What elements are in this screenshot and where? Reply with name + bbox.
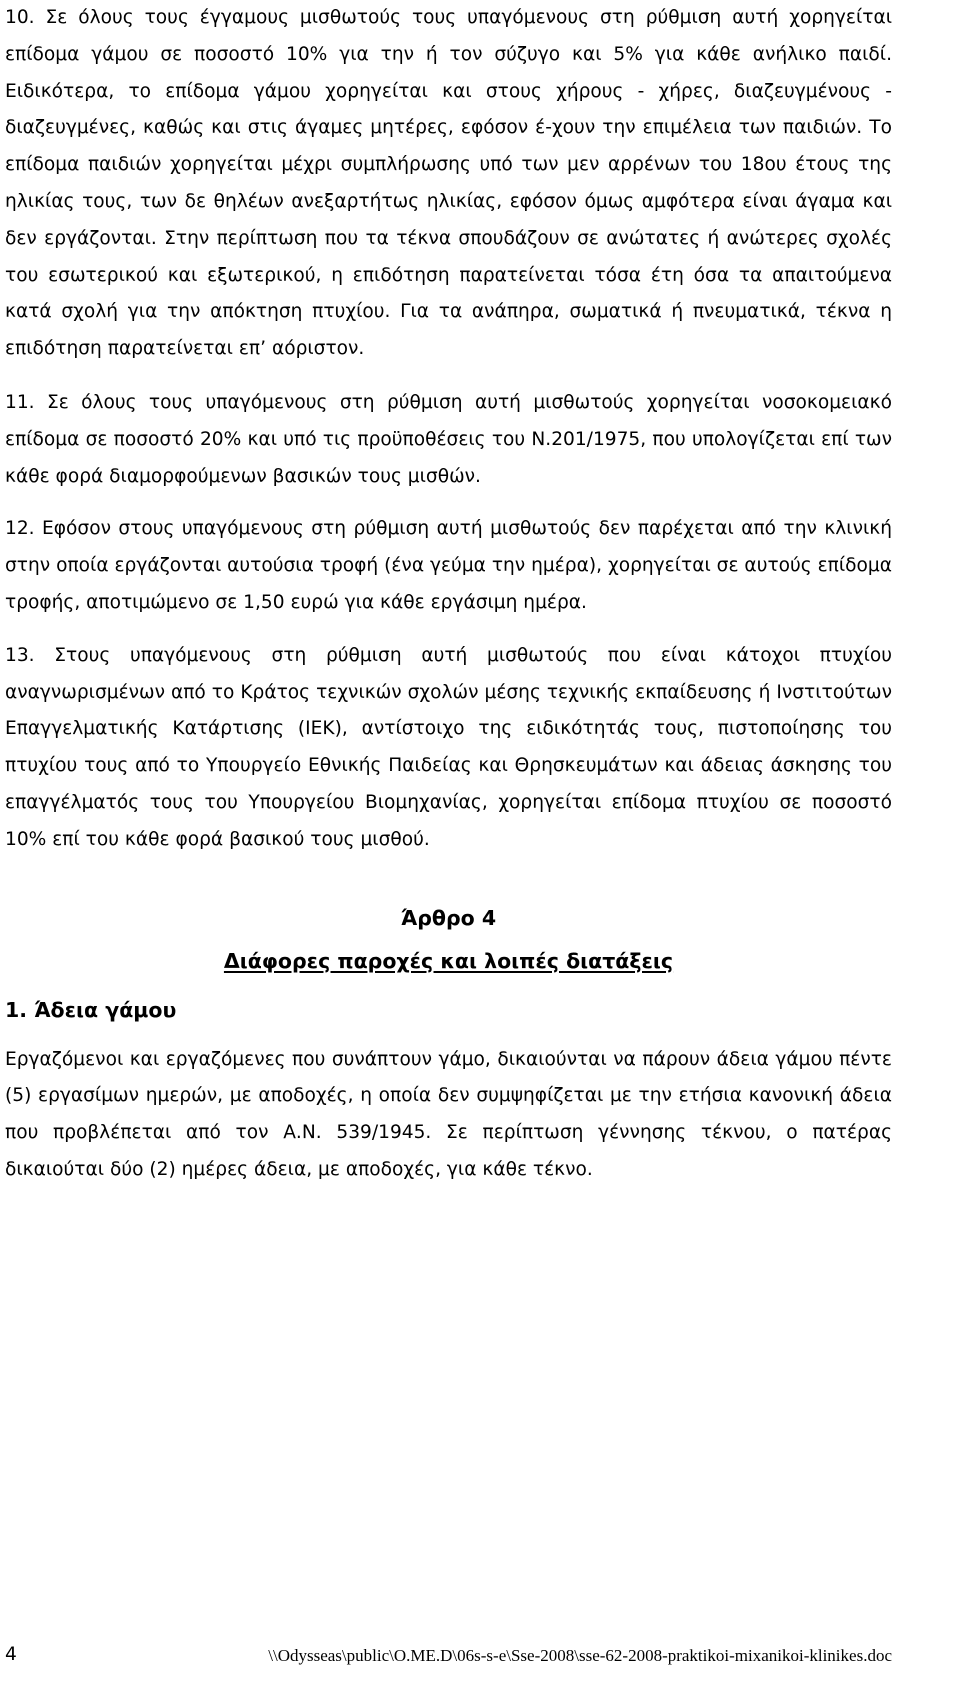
paragraph-marriage-leave: Εργαζόμενοι και εργαζόμενες που συνάπτουν γάμο, δικαιούνται να πάρουν άδεια γάμου πέντε (5) εργασίμων ημερών, με αποδοχές, η οποία δεν συμψηφίζεται με την ετήσια κανονική άδεια που προβλέπεται από τον Α.Ν. 539/1945. Σε περίπτωση γέννησης τέκνου, ο πατέρας δικαιούται δύο (2) ημέρες άδεια, με αποδοχές, για κάθε τέκνο. xyxy=(5,1048,892,1180)
page-footer xyxy=(0,1644,960,1674)
paragraph-11-hospital-allowance: 11. Σε όλους τους υπαγόμενους στη ρύθμιση αυτή μισθωτούς χορηγείται νοσοκομειακό επίδομα σε ποσοστό 20% και υπό τις προϋποθέσεις του Ν.201/1975, που υπολογίζεται επί των κάθε φορά διαμορφούμενων βασικών τους μισθών. xyxy=(5,391,892,487)
page-number: 4 xyxy=(5,1644,17,1665)
paragraph-13-degree-allowance: 13. Στους υπαγόμενους στη ρύθμιση αυτή μισθωτούς που είναι κάτοχοι πτυχίου αναγνωρισμένων από το Κράτος τεχνικών σχολών μέσης τεχνικής εκπαίδευσης ή Ινστιτούτων Επαγγελματικής Κατάρτισης (ΙΕΚ), αντίστοιχο της ειδικότητάς τους, πιστοποίησης του πτυχίου τους από το Υπουργείο Εθνικής Παιδείας και Θρησκευμάτων και άδειας άσκησης του επαγγέλματός τους του Υπουργείου Βιομηχανίας, χορηγείται επίδομα πτυχίου σε ποσοστό 10% επί του κάθε φορά βασικού τους μισθού. xyxy=(5,644,892,850)
section-heading-marriage-leave: 1. Άδεια γάμου xyxy=(5,997,177,1022)
article-title xyxy=(5,946,892,976)
article-number: Άρθρο 4 xyxy=(400,905,497,930)
paragraph-12-meal-allowance: 12. Εφόσον στους υπαγόμενους στη ρύθμιση αυτή μισθωτούς δεν παρέχεται από την κλινική στην οποία εργάζονται αυτούσια τροφή (ένα γεύμα την ημέρα), χορηγείται σε αυτούς επίδομα τροφής, αποτιμώμενο σε 1,50 ευρώ για κάθε εργάσιμη ημέρα. xyxy=(5,518,892,613)
article-title-text: Διάφορες παροχές και λοιπές διατάξεις xyxy=(223,948,674,973)
file-path: \\Odysseas\public\O.ME.D\06s-s-e\Sse-2008\sse-62-2008-praktikoi-mixanikoi-klinikes.doc xyxy=(268,1646,892,1665)
document-page xyxy=(5,0,892,1189)
paragraph-10-marriage-allowance: 10. Σε όλους τους έγγαμους μισθωτούς τους υπαγόμενους στη ρύθμιση αυτή χορηγείται επίδομα γάμου σε ποσοστό 10% για την ή τον σύζυγο και 5% για κάθε ανήλικο παιδί. Ειδικότερα, το επίδομα γάμου χορηγείται και στους χήρους - χήρες, διαζευγμένους - διαζευγμένες, καθώς και στις άγαμες μητέρες, εφόσον έ-χουν την επιμέλεια των παιδιών. Το επίδομα παιδιών χορηγείται μέχρι συμπλήρωσης υπό των μεν αρρένων του 18ου έτους της ηλικίας τους, των δε θηλέων ανεξαρτήτως ηλικίας, εφόσον όμως αμφότερα είναι άγαμα και δεν εργάζονται. Στην περίπτωση που τα τέκνα σπουδάζουν σε ανώτατες ή ανώτερες σχολές του εσωτερικού και εξωτερικού, η επιδότηση παρατείνεται τόσα έτη όσα τα απαιτούμενα κατά σχολή για την απόκτηση πτυχίου. Για τα ανάπηρα, σωματικά ή πνευματικά, τέκνα η επιδότηση παρατείνεται επ’ αόριστον. xyxy=(5,7,892,360)
